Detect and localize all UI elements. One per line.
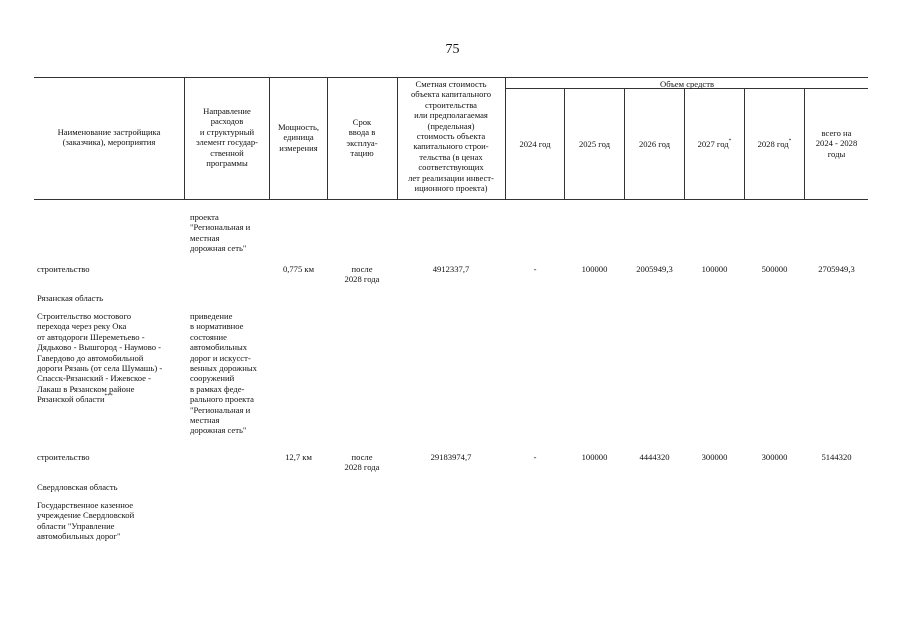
row-total: 2705949,3 — [818, 264, 855, 274]
row-2025: 100000 — [581, 452, 608, 462]
row-2026: 4444320 — [639, 452, 670, 462]
col-divider — [184, 77, 185, 199]
col-divider — [505, 77, 506, 199]
row-2026: 2005949,3 — [636, 264, 673, 274]
table-header-bottom-rule — [34, 199, 868, 200]
region-heading: Свердловская область — [37, 482, 118, 492]
row-name: строительство — [37, 452, 90, 462]
header-total: всего на 2024 - 2028 годы — [815, 128, 858, 159]
row-2028: 300000 — [761, 452, 788, 462]
header-2024: 2024 год — [519, 139, 551, 149]
header-2027: 2027 год* — [697, 138, 732, 149]
header-2025: 2025 год — [578, 139, 611, 149]
header-direction: Направление расходов и структурный элемент государ- ственной программы — [195, 106, 258, 169]
row-direction-continuation: проекта "Региональная и местная дорожная сеть" — [190, 212, 251, 254]
header-2028: 2028 год* — [757, 138, 792, 149]
row-2027: 300000 — [701, 452, 728, 462]
row-term: после 2028 года — [344, 452, 380, 473]
row-term: после 2028 года — [344, 264, 380, 285]
header-funds-group: Объем средств — [659, 79, 715, 89]
project-direction: приведение в нормативное состояние автомобильных дорог и искусст- венных дорожных сооружений в рамках феде- рального проекта "Региональная и местная дорожная сеть" — [190, 311, 257, 436]
row-total: 5144320 — [821, 452, 852, 462]
header-cost: Сметная стоимость объекта капитального строительства или предполагаемая (предельная) стоимость объекта капитального строи- тельства (в ценах соответствующих лет реализации инвест- иционного проекта) — [408, 79, 494, 194]
row-2027: 100000 — [701, 264, 728, 274]
region-heading: Рязанская область — [37, 293, 104, 303]
row-cost: 4912337,7 — [432, 264, 470, 274]
row-2024: - — [533, 264, 537, 274]
header-name: Наименование застройщика (заказчика), мероприятия — [57, 127, 161, 148]
footnote-mark: * — [788, 138, 792, 144]
row-capacity: 12,7 км — [285, 452, 312, 462]
footnote-mark: * — [728, 138, 732, 144]
row-2028: 500000 — [761, 264, 788, 274]
header-term: Срок ввода в эксплуа- тацию — [346, 117, 378, 159]
institution-name: Государственное казенное учреждение Свердловской области "Управление автомобильных дорог" — [37, 500, 135, 542]
row-cost: 29183974,7 — [430, 452, 472, 462]
row-2024: - — [533, 452, 537, 462]
row-capacity: 0,775 км — [282, 264, 315, 274]
table-top-rule — [34, 77, 868, 78]
row-name: строительство — [37, 264, 90, 274]
project-name: Строительство мостового перехода через реку Ока от автодороги Шереметьево - Дядьково - Вышгород - Наумово - Гавердово до автомобильной дороги Рязань (от села Шумашь) - Спасск-Рязанский - Ижевское - Лакаш в Рязанском районе Рязанской области*** — [37, 311, 163, 405]
page-number: 75 — [445, 42, 460, 57]
row-2025: 100000 — [581, 264, 608, 274]
footnote-mark: *** — [104, 393, 113, 400]
header-capacity: Мощность, единица измерения — [277, 122, 320, 153]
header-2026: 2026 год — [638, 139, 671, 149]
